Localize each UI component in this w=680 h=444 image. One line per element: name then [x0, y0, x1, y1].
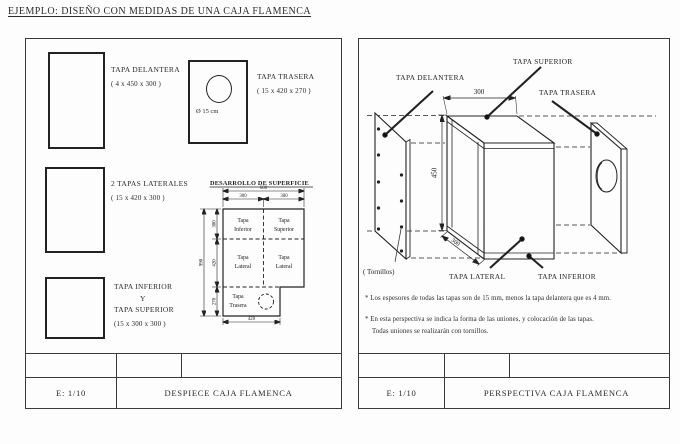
cell-tapa-superior: Tapa [278, 218, 290, 224]
part-name: 2 TAPAS LATERALES [111, 179, 189, 188]
title-block-row-top [359, 353, 669, 378]
perspectiva-panel [358, 38, 670, 409]
note-espesores: * Los espesores de todas las tapas son de 15 mm, menos la tapa delantera que es 4 mm. [365, 295, 611, 302]
part-name: TAPA TRASERA [257, 72, 315, 81]
front-panel-face [375, 113, 406, 259]
part-rect-tapas-laterales [45, 167, 105, 253]
title-block-divider [116, 354, 117, 378]
dim-row-300: 300 [212, 220, 218, 228]
label-tapa-trasera: TAPA TRASERA [539, 88, 597, 97]
label-tornillos: ( Tornillos) [363, 268, 395, 276]
rear-panel-face [591, 123, 621, 253]
despiece-panel [25, 38, 342, 409]
part-name: TAPA SUPERIOR [114, 305, 174, 314]
note-perspectiva: * En esta perspectiva se indica la forma de las uniones, y colocación de las tapas. [365, 316, 594, 323]
development-title: DESARROLLO DE SUPERFICIE [210, 180, 309, 187]
part-name: TAPA DELANTERA [111, 65, 180, 74]
scale-value: E: 1/10 [56, 388, 86, 398]
front-panel-thickness [406, 140, 410, 260]
cell-tapa-trasera: Tapa [232, 294, 244, 300]
label-tapa-delantera: TAPA DELANTERA [396, 73, 465, 82]
title-block-divider [181, 354, 182, 378]
dim-depth-300: 300 [449, 236, 462, 248]
part-label-block [111, 178, 188, 204]
dim-width-300: 300 [473, 88, 485, 96]
dim-bottom-420: 420 [247, 317, 256, 322]
note-tornillos: Todas uniones se realizarán con tornillos. [372, 328, 489, 335]
part-label-block [111, 64, 180, 90]
exploded-perspective-drawing [359, 39, 669, 291]
part-label-block [114, 281, 174, 330]
cell-tapa-superior-2: Superior [274, 227, 294, 233]
sound-hole-circle [206, 75, 232, 103]
part-label-block [257, 71, 314, 97]
cell-tapa-trasera-2: Trasera [229, 303, 247, 309]
part-name: TAPA INFERIOR [114, 282, 173, 291]
dim-990: 990 [199, 258, 205, 267]
dim-600: 600 [259, 186, 268, 191]
part-rect-tapa-inferior-superior [45, 277, 105, 339]
title-block-divider [444, 354, 445, 378]
drawing-title: DESPIECE CAJA FLAMENCA [164, 388, 293, 398]
page-title: EJEMPLO: DISEÑO CON MEDIDAS DE UNA CAJA FLAMENCA [8, 6, 312, 17]
dim-height-450: 450 [430, 167, 439, 179]
part-dims: (15 x 300 x 300 ) [114, 319, 166, 328]
surface-development-diagram [196, 177, 341, 339]
fold-lines [223, 209, 304, 287]
part-name-conjunction: Y [140, 293, 146, 303]
dimension-values [200, 186, 289, 322]
dim-300-right: 300 [280, 194, 288, 199]
sound-hole-diameter: Ø 15 cm [196, 108, 219, 115]
cell-tapa-lateral-l2: Lateral [234, 264, 252, 270]
cell-tapa-lateral-r2: Lateral [275, 264, 293, 270]
cell-tapa-inferior-2: Inferior [234, 227, 252, 233]
sound-hole-dashed-circle [259, 294, 274, 309]
cell-tapa-lateral-r: Tapa [278, 255, 290, 261]
cell-tapa-inferior: Tapa [237, 218, 249, 224]
title-block-row-bottom [359, 377, 669, 408]
cell-tapa-lateral-l: Tapa [237, 255, 249, 261]
scale-value: E: 1/10 [386, 388, 417, 398]
dim-300-left: 300 [239, 194, 247, 199]
drawing-title: PERSPECTIVA CAJA FLAMENCA [483, 388, 630, 398]
part-dims: ( 4 x 450 x 300 ) [111, 79, 162, 88]
title-block-row-top [26, 353, 341, 378]
part-rect-tapa-trasera [188, 60, 248, 144]
part-dims: ( 15 x 420 x 270 ) [257, 86, 311, 95]
dim-row-420: 420 [212, 259, 218, 267]
dim-row-270: 270 [212, 297, 218, 306]
title-block-divider [509, 354, 510, 378]
title-block-row-bottom [26, 377, 341, 408]
label-tapa-inferior: TAPA INFERIOR [538, 272, 597, 281]
part-rect-tapa-delantera [48, 52, 105, 149]
part-dims: ( 15 x 420 x 300 ) [111, 193, 165, 202]
label-tapa-lateral: TAPA LATERAL [449, 272, 506, 281]
label-tapa-superior: TAPA SUPERIOR [513, 57, 573, 66]
